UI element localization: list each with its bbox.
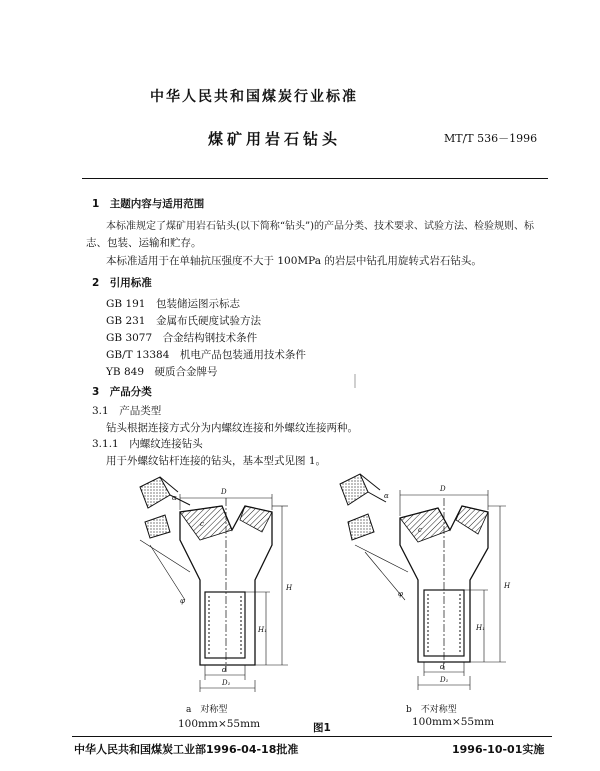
reference-item: GB/T 13384 机电产品包装通用技术条件 (106, 349, 306, 361)
section-3-1-1-heading: 3.1.1 内螺纹连接钻头 (92, 438, 203, 450)
dim-label-phi: φ (398, 590, 403, 598)
dim-label-d: d (440, 663, 445, 671)
org-title: 中华人民共和国煤炭行业标准 (150, 89, 358, 105)
approval-line: 中华人民共和国煤炭工业部1996-04-18批准 (74, 743, 299, 756)
figure-caption-symmetric: a 对称型 (186, 705, 228, 715)
dim-label-H1: H₁ (258, 626, 267, 634)
dim-label-H: H (286, 584, 293, 592)
effective-date: 1996-10-01实施 (452, 743, 545, 756)
dim-label-phi: φ (180, 597, 185, 605)
reference-item: GB 191 包装储运图示标志 (106, 298, 240, 310)
section-1-para-1a: 本标准规定了煤矿用岩石钻头(以下简称“钻头”)的产品分类、技术要求、试验方法、检验规则、标 (106, 221, 535, 232)
dim-label-D: D (440, 485, 446, 493)
dim-label-alpha: α (384, 492, 389, 500)
dim-label-D: D (221, 488, 227, 496)
dim-label-c: c (418, 526, 422, 534)
standard-code: MT/T 536－1996 (444, 132, 538, 145)
figure-label: 图1 (313, 722, 331, 734)
doc-title: 煤矿用岩石钻头 (208, 130, 342, 148)
drill-bit-symmetric (140, 477, 288, 692)
dim-label-H1: H₁ (476, 624, 485, 632)
section-3-1-text: 钻头根据连接方式分为内螺纹连接和外螺纹连接两种。 (106, 422, 358, 434)
section-1-para-1b: 志、包装、运输和贮存。 (86, 237, 202, 249)
drill-bit-asymmetric (340, 474, 506, 690)
dim-label-alpha: α (172, 494, 177, 502)
dim-label-H: H (504, 582, 511, 590)
figure-size-asymmetric: 100mm×55mm (412, 716, 495, 728)
footer-rule (72, 736, 552, 737)
section-3-1-heading: 3.1 产品类型 (92, 405, 162, 417)
section-3-1-1-text: 用于外螺纹钻杆连接的钻头，基本型式见图 1。 (106, 455, 327, 467)
figure-size-symmetric: 100mm×55mm (178, 718, 261, 730)
figure-caption-asymmetric: b 不对称型 (406, 705, 457, 715)
section-1-heading: 1 主题内容与适用范围 (92, 198, 205, 210)
section-3-heading: 3 产品分类 (92, 386, 152, 398)
reference-item: GB 231 金属布氏硬度试验方法 (106, 315, 261, 327)
section-1-para-2: 本标准适用于在单轴抗压强度不大于 100MPa 的岩层中钻孔用旋转式岩石钻头。 (106, 255, 482, 267)
section-2-heading: 2 引用标准 (92, 277, 152, 289)
reference-item: GB 3077 合金结构钢技术条件 (106, 332, 258, 344)
dim-label-c: c (200, 520, 204, 528)
dim-label-d: d (222, 666, 227, 674)
dim-label-D1: D₁ (222, 679, 231, 687)
reference-item: YB 849 硬质合金牌号 (106, 366, 218, 378)
dim-label-D1: D₁ (440, 676, 449, 684)
